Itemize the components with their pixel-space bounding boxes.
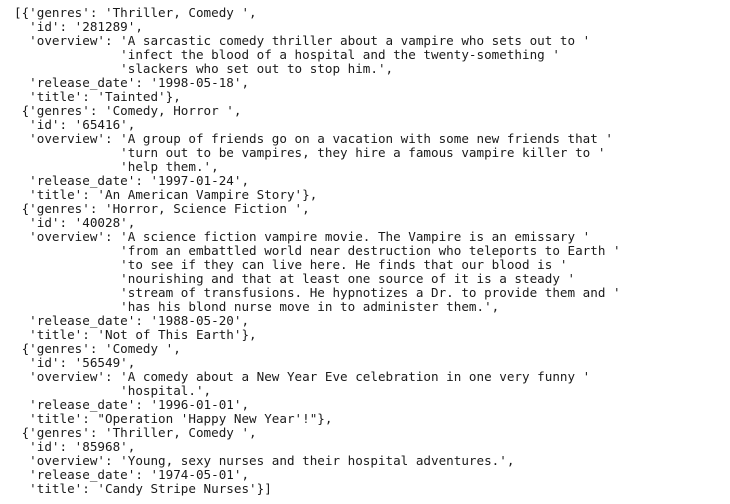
output-line: 'from an embattled world near destruction who teleports to Earth ' bbox=[14, 243, 621, 258]
output-line: {'genres': 'Horror, Science Fiction ', bbox=[14, 201, 310, 216]
output-line: 'id': '85968', bbox=[14, 439, 136, 454]
output-line: 'hospital.', bbox=[14, 383, 212, 398]
output-line: 'title': 'An American Vampire Story'}, bbox=[14, 187, 318, 202]
output-line: {'genres': 'Comedy, Horror ', bbox=[14, 103, 242, 118]
output-line: 'turn out to be vampires, they hire a famous vampire killer to ' bbox=[14, 145, 606, 160]
output-line: 'overview': 'A sarcastic comedy thriller about a vampire who sets out to ' bbox=[14, 33, 591, 48]
output-line: 'release_date': '1974-05-01', bbox=[14, 467, 250, 482]
output-line: 'title': 'Tainted'}, bbox=[14, 89, 181, 104]
output-line: [{'genres': 'Thriller, Comedy ', bbox=[14, 5, 257, 20]
output-line: 'overview': 'A comedy about a New Year Eve celebration in one very funny ' bbox=[14, 369, 591, 384]
output-line: 'has his blond nurse move in to administer them.', bbox=[14, 299, 500, 314]
output-text-block[interactable] bbox=[14, 6, 621, 496]
output-line: {'genres': 'Comedy ', bbox=[14, 341, 181, 356]
output-line: 'help them.', bbox=[14, 159, 219, 174]
output-line: 'release_date': '1996-01-01', bbox=[14, 397, 250, 412]
output-line: 'title': 'Candy Stripe Nurses'}] bbox=[14, 481, 272, 496]
output-line: 'stream of transfusions. He hypnotizes a Dr. to provide them and ' bbox=[14, 285, 621, 300]
output-line: 'id': '40028', bbox=[14, 215, 136, 230]
output-line: 'title': "Operation 'Happy New Year'!"}, bbox=[14, 411, 333, 426]
output-line: 'release_date': '1998-05-18', bbox=[14, 75, 250, 90]
output-line: 'overview': 'A group of friends go on a vacation with some new friends that ' bbox=[14, 131, 613, 146]
output-line: 'id': '65416', bbox=[14, 117, 136, 132]
output-line: 'infect the blood of a hospital and the twenty-something ' bbox=[14, 47, 560, 62]
output-line: 'id': '56549', bbox=[14, 355, 136, 370]
output-line: 'release_date': '1988-05-20', bbox=[14, 313, 250, 328]
output-line: {'genres': 'Thriller, Comedy ', bbox=[14, 425, 257, 440]
output-line: 'overview': 'A science fiction vampire movie. The Vampire is an emissary ' bbox=[14, 229, 591, 244]
output-line: 'nourishing and that at least one source of it is a steady ' bbox=[14, 271, 576, 286]
output-line: 'overview': 'Young, sexy nurses and their hospital adventures.', bbox=[14, 453, 515, 468]
output-line: 'slackers who set out to stop him.', bbox=[14, 61, 394, 76]
output-line: 'to see if they can live here. He finds that our blood is ' bbox=[14, 257, 568, 272]
output-line: 'title': 'Not of This Earth'}, bbox=[14, 327, 257, 342]
output-line: 'id': '281289', bbox=[14, 19, 143, 34]
output-line: 'release_date': '1997-01-24', bbox=[14, 173, 250, 188]
